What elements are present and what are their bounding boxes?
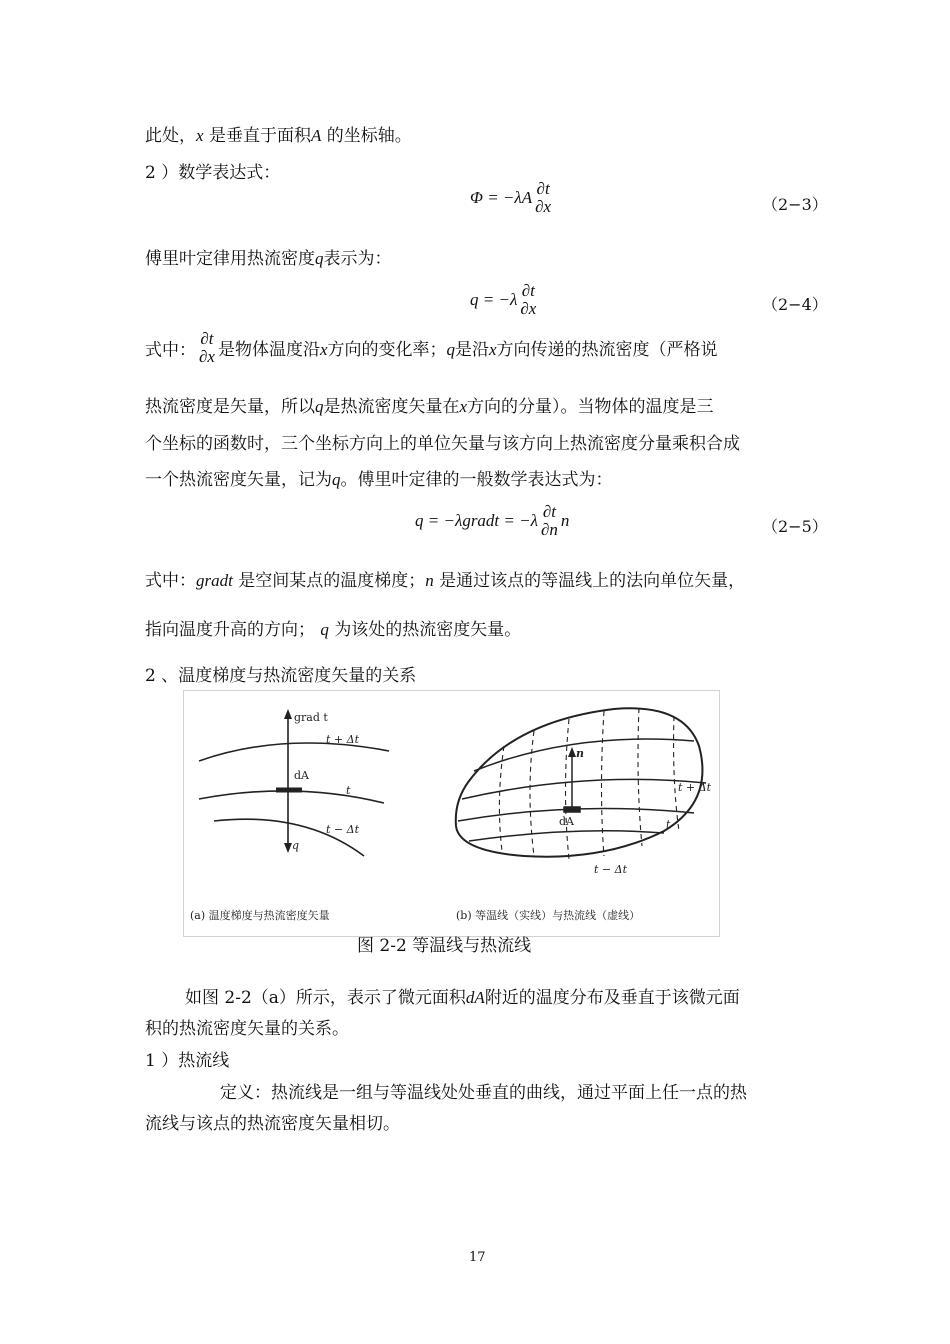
- text-line: 热流密度是矢量，所以q是热流密度矢量在x方向的分量）。当物体的温度是三: [145, 397, 714, 417]
- t-minus-label-b: t − Δt: [594, 863, 627, 876]
- figure-2-2: [183, 690, 720, 937]
- isotherm-t-plus: [199, 743, 389, 761]
- panel-b: [456, 708, 706, 859]
- equation-number: （2−3）: [762, 195, 828, 214]
- equation-2-5: q = −λgradt = −λ ∂t ∂n n: [415, 502, 570, 539]
- caption-b: (b) 等温线（实线）与热流线（虚线）: [456, 909, 641, 922]
- text-line: 指向温度升高的方向； q 为该处的热流密度矢量。: [145, 620, 522, 640]
- t-plus-label-b: t + Δt: [678, 781, 711, 794]
- section-heading: 2 、温度梯度与热流密度矢量的关系: [145, 666, 417, 686]
- figure-caption: 图 2-2 等温线与热流线: [357, 936, 532, 956]
- isotherm-t: [199, 791, 384, 803]
- equation-2-4: q = −λ ∂t ∂x: [470, 281, 537, 318]
- q-label: q: [292, 839, 300, 852]
- dA-element-b: [564, 807, 580, 812]
- t-plus-label: t + Δt: [326, 733, 359, 746]
- text-line: 定义：热流线是一组与等温线处处垂直的曲线，通过平面上任一点的热: [220, 1083, 747, 1103]
- equation-number: （2−4）: [762, 295, 828, 314]
- text-line: 此处，x 是垂直于面积A 的坐标轴。: [145, 126, 412, 146]
- text-line: 式中：gradt 是空间某点的温度梯度；n 是通过该点的等温线上的法向单位矢量，: [145, 571, 746, 591]
- t-label: t: [346, 784, 351, 797]
- text-line: 流线与该点的热流密度矢量相切。: [145, 1114, 400, 1134]
- page-number: 17: [469, 1250, 486, 1265]
- equation-2-3: Φ = −λA ∂t ∂x: [470, 179, 552, 216]
- body-outline: [456, 708, 703, 856]
- equation-number: （2−5）: [762, 517, 828, 536]
- text-line: 个坐标的函数时，三个坐标方向上的单位矢量与该方向上热流密度分量乘积合成: [145, 434, 740, 454]
- isotherm-4: [469, 831, 664, 841]
- grad-arrow-icon: [284, 709, 292, 719]
- text-line: 傅里叶定律用热流密度q表示为：: [145, 249, 392, 269]
- isotherm-2: [462, 779, 706, 799]
- text-line: 积的热流密度矢量的关系。: [145, 1019, 349, 1039]
- grad-label: grad t: [294, 711, 328, 724]
- t-label-b: t: [666, 818, 671, 831]
- panel-a: [199, 709, 389, 856]
- dA-label-b: dA: [559, 815, 574, 828]
- isotherm-1: [474, 739, 694, 771]
- section-heading: 2 ）数学表达式：: [145, 163, 281, 183]
- section-heading: 1 ）热流线: [145, 1051, 230, 1071]
- text-line: 式中： ∂t ∂x 是物体温度沿x方向的变化率；q是沿x方向传递的热流密度（严格说: [145, 329, 718, 366]
- caption-a: (a) 温度梯度与热流密度矢量: [190, 909, 330, 922]
- q-arrow-icon: [284, 843, 292, 853]
- text-line: 一个热流密度矢量，记为q。傅里叶定律的一般数学表达式为：: [145, 470, 613, 490]
- text-line: 如图 2-2（a）所示，表示了微元面积dA附近的温度分布及垂直于该微元面: [185, 988, 740, 1008]
- n-arrow-icon: [568, 747, 576, 757]
- dA-label: dA: [294, 769, 309, 782]
- figure-illustration: [184, 691, 719, 936]
- t-minus-label: t − Δt: [326, 823, 359, 836]
- n-label: n: [576, 747, 584, 760]
